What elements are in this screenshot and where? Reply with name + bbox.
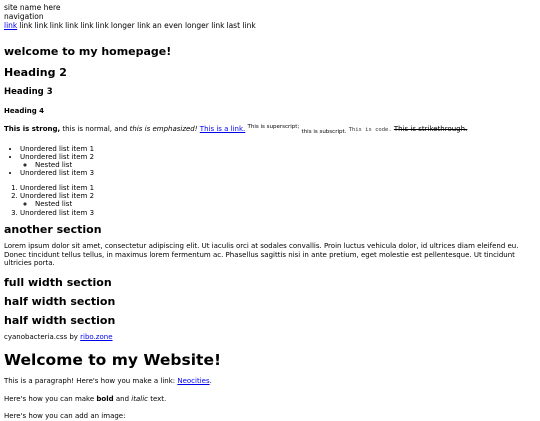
half-width-section-heading-2: half width section [4, 314, 116, 328]
nested-list [20, 200, 536, 208]
another-section-heading: another section [4, 222, 102, 236]
image-paragraph: Here's how you can add an image: [4, 412, 126, 421]
strong-text: This is strong, [4, 124, 61, 133]
site-header [4, 3, 536, 30]
site-name: site name here [4, 3, 61, 12]
list-item: • Unordered list item 3 [20, 169, 536, 177]
nested-list-item: ◦ Nested list [35, 161, 536, 169]
paragraph-end: text. [147, 394, 167, 403]
nav-link-3[interactable]: link [34, 21, 48, 30]
list-item [20, 192, 536, 209]
nested-list [20, 161, 536, 169]
emphasized-text: this is emphasized! [129, 124, 198, 133]
link-paragraph [4, 377, 536, 385]
list-item: • Unordered list item 1 [20, 145, 536, 153]
paragraph-end: . [209, 377, 212, 386]
subscript-text: this is subscript. [301, 128, 347, 135]
bold-text: bold [96, 394, 114, 403]
heading-2: Heading 2 [4, 66, 67, 80]
list-item: 1. Unordered list item 1 [20, 184, 536, 192]
main-content [4, 45, 536, 421]
heading-3: Heading 3 [4, 87, 53, 98]
full-width-section-heading: full width section [4, 275, 112, 289]
nav-link-last[interactable]: last link [226, 21, 256, 30]
bold-italic-paragraph [4, 395, 536, 403]
strikethrough-text: This is strikethrough. [393, 124, 468, 133]
nav-link-even-longer[interactable]: an even longer link [152, 21, 225, 30]
nav-link-longer[interactable]: longer link [110, 21, 151, 30]
superscript-text: This is superscript; [247, 123, 300, 130]
lorem-paragraph: Lorem ipsum dolor sit amet, consectetur adipiscing elit. Ut iaculis orci at sodales convallis. Proin luctus vehicula dolor, id ultrices diam eleifend eu. Donec tincidunt tellus tellus, in maximus lorem fermentum ac. Phasellus sagittis nisi in ante pretium, eget molestie est pellentesque. Ut tincidunt ultricies porta. [4, 242, 519, 268]
neocities-title: Welcome to my Website! [4, 350, 222, 369]
ordered-list [4, 184, 536, 217]
list-item-label: Unordered list item 2 [20, 152, 95, 161]
page-title: welcome to my homepage! [4, 45, 172, 58]
nav-label: navigation [4, 12, 44, 21]
list-item-label: Unordered list item 2 [20, 192, 95, 201]
inline-formatting-paragraph [4, 124, 536, 136]
nav-link-5[interactable]: link [65, 21, 79, 30]
list-item [20, 153, 536, 170]
code-text: This is code. [348, 126, 392, 133]
half-width-section-heading-1: half width section [4, 295, 116, 309]
nav-link-4[interactable]: link [49, 21, 64, 30]
nav-link-2[interactable]: link [19, 21, 33, 30]
credit-text: cyanobacteria.css by [4, 333, 81, 342]
unordered-list [4, 145, 536, 178]
list-item: 3. Unordered list item 3 [20, 209, 536, 217]
heading-4: Heading 4 [4, 106, 45, 115]
nav-link-6[interactable]: link [80, 21, 94, 30]
credit-line [4, 333, 536, 341]
paragraph-text: This is a paragraph! Here's how you make a link: [4, 377, 178, 386]
nav-link-7[interactable]: link [95, 21, 109, 30]
neocities-link[interactable]: Neocities [177, 377, 210, 386]
nested-list-item: ◦ Nested list [35, 200, 536, 208]
normal-text: this is normal, and [60, 124, 130, 133]
inline-link[interactable]: This is a link. [199, 124, 246, 133]
paragraph-text: Here's how you can make [4, 394, 97, 403]
italic-text: italic [131, 394, 148, 403]
nav-link-1[interactable]: link [4, 21, 18, 30]
nav-links [4, 21, 536, 30]
paragraph-text: and [113, 394, 132, 403]
credit-link[interactable]: ribo.zone [80, 333, 113, 342]
